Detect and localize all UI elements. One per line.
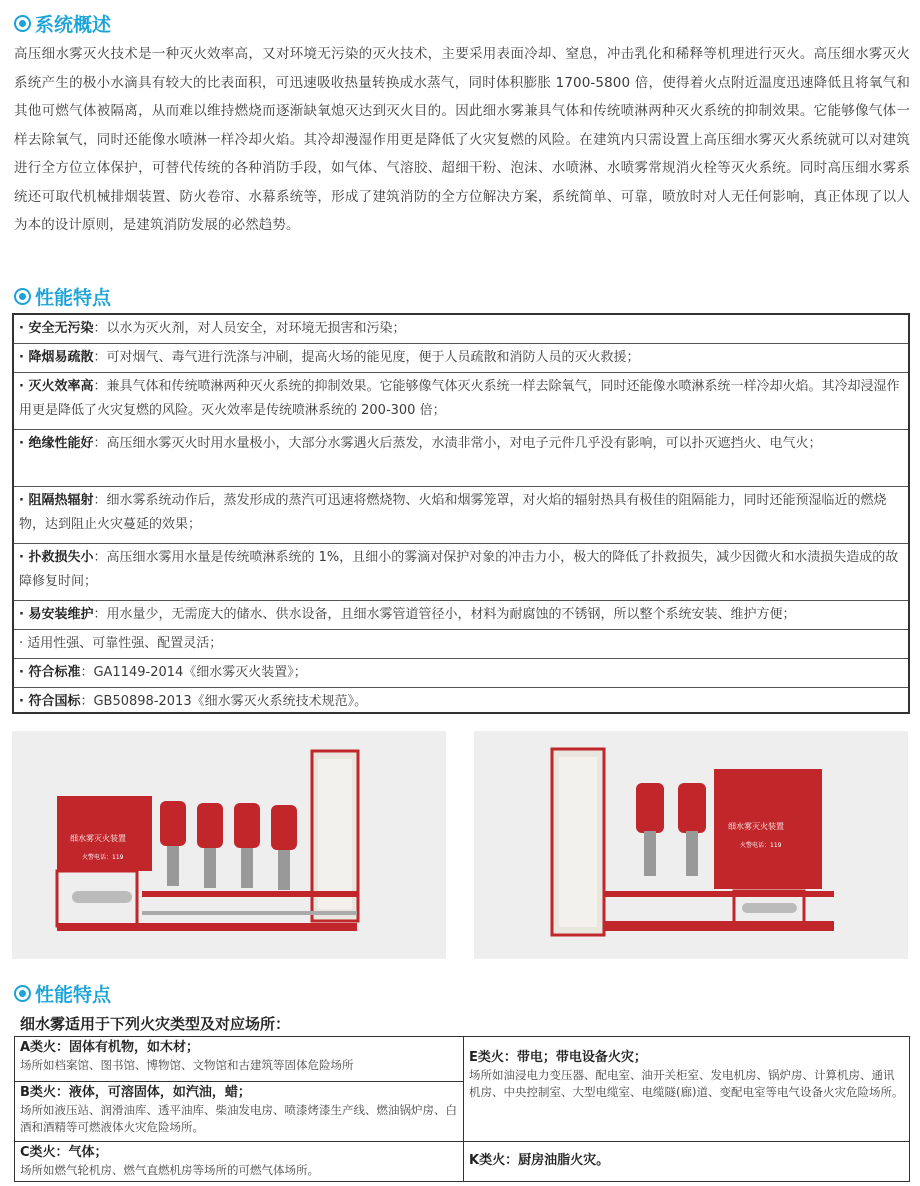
feature-row	[14, 688, 908, 712]
device-label: 细水雾灭火装置	[70, 834, 126, 843]
feature-label: · 阻隔热辐射	[19, 493, 94, 508]
device-label: 细水雾灭火装置	[728, 822, 784, 831]
target-icon	[14, 985, 31, 1002]
fire-phone-label: 火警电话：119	[82, 854, 124, 861]
equipment-illustration-left	[12, 731, 446, 959]
feature-label: · 绝缘性能好	[19, 436, 94, 451]
features-table	[12, 313, 910, 714]
fire-classes-right-column	[464, 1037, 909, 1181]
feature-label: · 灭火效率高	[19, 379, 94, 394]
fire-class-e	[464, 1037, 909, 1142]
fire-classes-table	[14, 1036, 910, 1182]
fire-classes-left-column	[15, 1037, 464, 1181]
fire-class-head: B类火：液体，可溶固体，如汽油，蜡；	[20, 1085, 251, 1100]
feature-text: ：高压细水雾用水量是传统喷淋系统的 1%，且细小的雾滴对保护对象的冲击力小，极大的降低了扑救损失，减少因微火和水渍损失造成的故障修复时间；	[19, 550, 899, 589]
feature-row	[14, 659, 908, 688]
feature-row	[14, 315, 908, 344]
equipment-illustration-right	[474, 731, 908, 959]
fire-class-head: C类火：气体；	[20, 1145, 108, 1160]
feature-row	[14, 487, 908, 544]
feature-text: ：GB50898-2013《细水雾灭火系统技术规范》。	[80, 694, 368, 709]
feature-text: ：可对烟气、毒气进行洗涤与冲刷，提高火场的能见度，便于人员疏散和消防人员的灭火救援；	[93, 350, 640, 365]
overview-text: 高压细水雾灭火技术是一种灭火效率高，又对环境无污染的灭火技术，主要采用表面冷却、窒息，冲击乳化和稀释等机理进行灭火。高压细水雾灭火系统产生的极小水滴具有较大的比表面积，可迅速吸收热量转换成水蒸气，同时体积膨胀 1700-5800 倍，使得着火点附近温度迅速降低且将氧气和其他可燃气体被隔离，从而难以维持燃烧而逐渐缺氧熄灭达到灭火目的。因此细水雾兼具气体和传统喷淋两种灭火系统的抑制效果。它能够像气体一样去除氧气，同时还能像水喷淋一样冷却火焰。其冷却漫湿作用更是降低了火灾复燃的风险。在建筑内只需设置上高压细水雾灭火系统就可以对建筑进行全方位立体保护，可替代传统的各种消防手段，如气体、气溶胶、超细干粉、泡沫、水喷淋、水喷雾常规消火栓等灭火系统。同时高压细水雾系统还可取代机械排烟装置、防火卷帘、水幕系统等，形成了建筑消防的全方位解决方案，系统简单、可靠，喷放时对人无任何影响，真正体现了以人为本的设计原则，是建筑消防发展的必然趋势。	[14, 46, 910, 233]
feature-label: · 安全无污染	[19, 321, 94, 336]
section-title-text: 性能特点	[35, 984, 112, 1006]
feature-label: · 降烟易疏散	[19, 350, 94, 365]
fire-class-head: E类火：带电；带电设备火灾；	[469, 1050, 647, 1065]
fire-class-c	[15, 1142, 463, 1181]
overview-paragraph	[14, 40, 910, 240]
feature-text: ：兼具气体和传统喷淋两种灭火系统的抑制效果。它能够像气体灭火系统一样去除氧气，同时还能像水喷淋系统一样冷却火焰。其冷却浸湿作用更是降低了火灾复燃的风险。灭火效率是传统喷淋系统的 200-300 倍；	[19, 379, 900, 418]
feature-text: ：高压细水雾灭火时用水量极小，大部分水雾遇火后蒸发，水渍非常小，对电子元件几乎没有影响，可以扑灭遮挡火、电气火；	[93, 436, 822, 451]
feature-label: · 符合标准	[19, 665, 81, 680]
feature-text: · 适用性强、可靠性强、配置灵活；	[19, 636, 223, 651]
target-icon	[14, 15, 31, 32]
feature-text: ：细水雾系统动作后，蒸发形成的蒸汽可迅速将燃烧物、火焰和烟雾笼罩，对火焰的辐射热具有极佳的阻隔能力，同时还能预湿临近的燃烧物，达到阻止火灾蔓延的效果；	[19, 493, 887, 532]
feature-text: ：以水为灭火剂，对人员安全，对环境无损害和污染；	[93, 321, 406, 336]
equipment-photo-left	[12, 731, 446, 959]
feature-label: · 符合国标	[19, 694, 81, 709]
fire-class-b	[15, 1082, 463, 1142]
section-title-text: 性能特点	[35, 287, 112, 309]
section-title-overview	[14, 10, 111, 37]
fire-class-body: 场所如液压站、润滑油库、透平油库、柴油发电房、喷漆烤漆生产线、燃油锅炉房、白酒和酒精等可燃液体火灾危险场所。	[20, 1103, 457, 1134]
fire-class-head: A类火：固体有机物，如木材；	[20, 1040, 200, 1055]
fire-class-body: 场所如燃气轮机房、燃气直燃机房等场所的可燃气体场所。	[20, 1163, 319, 1177]
fire-class-a	[15, 1037, 463, 1082]
feature-row	[14, 601, 908, 630]
fire-class-k	[464, 1142, 909, 1181]
feature-label: · 易安装维护	[19, 607, 94, 622]
target-icon	[14, 288, 31, 305]
fire-class-body: 场所如档案馆、图书馆、博物馆、文物馆和古建筑等固体危险场所	[20, 1058, 354, 1072]
feature-row	[14, 373, 908, 430]
feature-row	[14, 430, 908, 487]
feature-row	[14, 630, 908, 659]
section-title-features	[14, 283, 111, 310]
fire-class-body: 场所如油浸电力变压器、配电室、油开关柜室、发电机房、锅炉房、计算机房、通讯机房、中央控制室、大型电缆室、电缆隧(廊)道、变配电室等电气设备火灾危险场所。	[469, 1068, 904, 1099]
feature-label: · 扑救损失小	[19, 550, 94, 565]
feature-row	[14, 344, 908, 373]
section-title-fire-classes	[14, 980, 111, 1007]
feature-text: ：GA1149-2014《细水雾灭火装置》；	[80, 665, 307, 680]
feature-text: ：用水量少，无需庞大的储水、供水设备，且细水雾管道管径小，材料为耐腐蚀的不锈钢，所以整个系统安装、维护方便；	[93, 607, 796, 622]
fire-phone-label: 火警电话：119	[740, 842, 782, 849]
equipment-photo-right	[474, 731, 908, 959]
section-title-text: 系统概述	[35, 14, 112, 36]
fire-classes-subtitle: 细水雾适用于下列火灾类型及对应场所：	[20, 1015, 291, 1033]
fire-class-head: K类火：厨房油脂火灾。	[469, 1153, 610, 1168]
feature-row	[14, 544, 908, 601]
